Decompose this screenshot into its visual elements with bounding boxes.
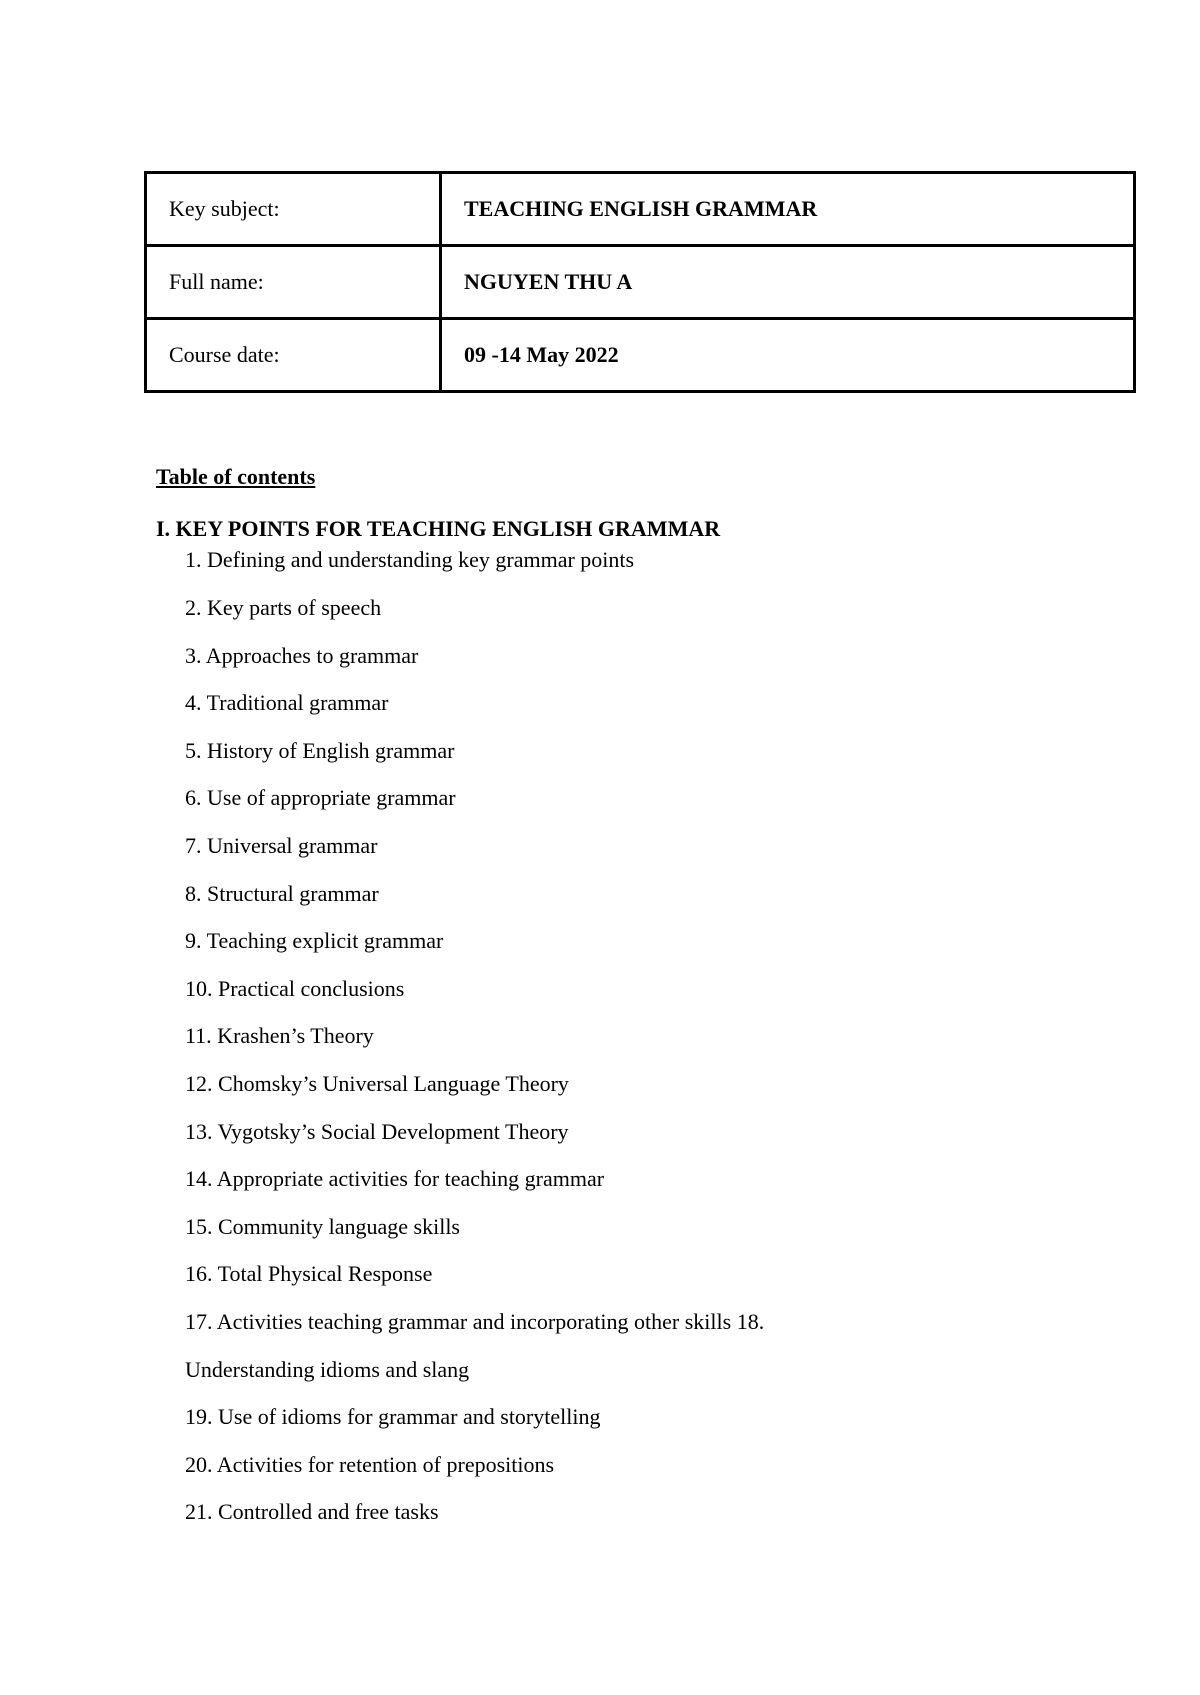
full-name-label: Full name: <box>146 246 441 319</box>
table-row-full-name <box>146 246 1135 319</box>
toc-list <box>156 544 1136 1536</box>
key-subject-value: TEACHING ENGLISH GRAMMAR <box>441 173 1135 246</box>
list-item: 14. Appropriate activities for teaching grammar <box>185 1166 605 1192</box>
course-date-value: 09 -14 May 2022 <box>441 319 1135 392</box>
list-item: Understanding idioms and slang <box>185 1356 470 1382</box>
list-item: 12. Chomsky’s Universal Language Theory <box>185 1070 569 1096</box>
list-item: 21. Controlled and free tasks <box>185 1499 439 1525</box>
key-subject-label: Key subject: <box>146 173 441 246</box>
list-item: 4. Traditional grammar <box>185 690 389 716</box>
list-item: 6. Use of appropriate grammar <box>185 785 456 811</box>
course-date-label: Course date: <box>146 319 441 392</box>
list-item: 17. Activities teaching grammar and incorporating other skills 18. <box>185 1308 765 1334</box>
list-item: 1. Defining and understanding key grammar points <box>185 547 635 572</box>
list-item: 11. Krashen’s Theory <box>185 1023 374 1049</box>
table-row-key-subject <box>146 173 1135 246</box>
list-item: 7. Universal grammar <box>185 832 378 858</box>
list-item: 13. Vygotsky’s Social Development Theory <box>185 1118 569 1144</box>
list-item: 3. Approaches to grammar <box>185 642 419 668</box>
list-item: 15. Community language skills <box>185 1213 460 1239</box>
toc-heading: Table of contents <box>156 464 316 489</box>
list-item: 19. Use of idioms for grammar and storytelling <box>185 1404 601 1430</box>
table-row-course-date <box>146 319 1135 392</box>
list-item: 2. Key parts of speech <box>185 595 382 620</box>
list-item: 20. Activities for retention of prepositions <box>185 1451 555 1477</box>
table-of-contents <box>156 462 1136 1536</box>
list-item: 8. Structural grammar <box>185 880 379 906</box>
list-item: 16. Total Physical Response <box>185 1261 433 1287</box>
list-item: 10. Practical conclusions <box>185 975 405 1001</box>
section-heading: I. KEY POINTS FOR TEACHING ENGLISH GRAMMAR <box>156 516 721 541</box>
list-item: 5. History of English grammar <box>185 737 455 763</box>
course-info-table <box>144 171 1136 393</box>
list-item: 9. Teaching explicit grammar <box>185 928 444 954</box>
full-name-value: NGUYEN THU A <box>441 246 1135 319</box>
